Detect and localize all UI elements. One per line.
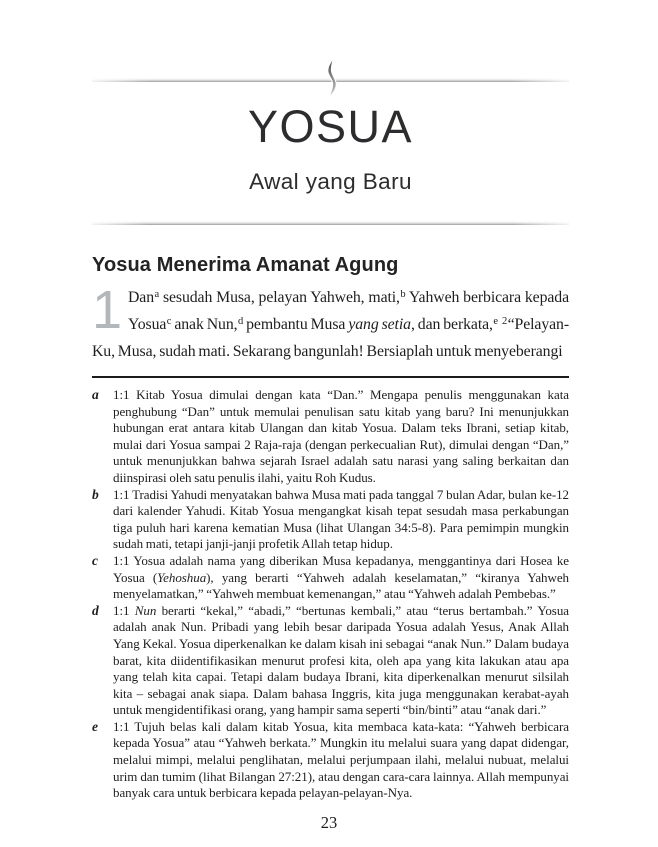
decorative-rule-bottom (92, 221, 569, 225)
footnote-letter: c (92, 552, 98, 568)
footnote-ref-c: c (166, 315, 172, 327)
footnote-b (92, 487, 569, 553)
text-segment: 1:1 (113, 602, 135, 618)
text-segment: , dan berkata, (410, 316, 493, 333)
text-segment: pembantu Musa (243, 316, 349, 333)
footnote-letter: a (92, 387, 99, 402)
italic-phrase: Nun (134, 602, 157, 618)
chapter-number-drop-cap: 1 (92, 280, 122, 340)
text-segment: Yahweh berbicara kepada Yosua (128, 289, 569, 333)
footnote-divider-rule (92, 376, 569, 378)
footnote-e (92, 719, 569, 802)
text-segment: 1:1 Tujuh belas kali dalam kitab Yosua, kita membaca kata-kata: “Yahweh berbicara kepada Yosua” atau “Yahweh berkata.” Mungkin itu melalui suara yang dapat didengar, melalui mimpi, melalui penglihatan, melalui perjumpaan ilahi, melalui nubuat, melalui urim dan tumim (lihat Bilangan 27:21), atau dengan cara-cara lainnya. Allah mempunyai banyak cara untuk berbicara kepada pelayan-pelayan-Nya. (113, 718, 569, 801)
text-segment: Dan (128, 289, 155, 306)
footnote-ref-d: d (238, 315, 244, 327)
footnote-ref-e: e (493, 315, 498, 327)
text-segment: 1:1 Yosua adalah nama yang diberikan Musa kepadanya, menggantinya dari Hosea ke Yosua ( (113, 552, 569, 585)
chapter-header (92, 56, 569, 225)
italic-phrase: Yehoshua (157, 569, 207, 585)
section-heading: Yosua Menerima Amanat Agung (92, 254, 399, 276)
book-title: YOSUA (247, 101, 414, 152)
text-segment: 1:1 Tradisi Yahudi menyatakan bahwa Musa mati pada tanggal 7 bulan Adar, bulan ke-12 dari kalender Yahudi. Kitab Yosua mengangkat kisah tepat sesudah masa perkabungan tiga puluh hari karena kematian Musa (lihat Ulangan 34:5-8). Para pemimpin mungkin sudah mati, tetapi janji-janji profetik Allah tetap hidup. (113, 486, 569, 552)
text-segment: anak Nun, (171, 316, 238, 333)
footnote-ref-a: a (154, 288, 160, 300)
footnote-text (113, 387, 569, 487)
footnote-a (92, 387, 569, 487)
footnote-letter: d (92, 602, 99, 618)
italic-phrase: yang setia (348, 316, 411, 333)
text-segment: “Pelayan-Ku, Musa, sudah mati. Sekarang bangunlah! Bersiaplah untuk menyeberangi (92, 316, 569, 360)
footnote-d (92, 603, 569, 719)
footnote-text (113, 487, 569, 553)
footnote-block (92, 376, 569, 802)
page-number: 23 (320, 813, 338, 832)
footnote-letter: e (92, 718, 98, 734)
footnote-text (113, 553, 569, 603)
text-segment: 1:1 Kitab Yosua dimulai dengan kata “Dan.” Mengapa penulis menggunakan kata penghubung “Dan” untuk memulai penulisan satu kitab yang baru? Ini menunjukkan hubungan erat antara kitab Ulangan dan kitab Yosua. Dalam teks Ibrani, setiap kitab, mulai dari Yosua sampai 2 Raja-raja (dengan perkecualian Rut), dimulai dengan “Dan,” untuk menunjukkan bahwa sejarah Israel adalah satu narasi yang saling berkaitan dan diinspirasi oleh satu penulis ilahi, yaitu Roh Kudus. (113, 387, 569, 485)
footnote-c (92, 553, 569, 603)
footnote-text (113, 603, 569, 719)
verse-number: 2 (501, 315, 508, 327)
flame-ornament-icon (320, 56, 342, 98)
footnote-letter: b (92, 486, 99, 502)
text-segment: berarti “kekal,” “abadi,” “bertunas kembali,” atau “terus bertambah.” Yosua adalah anak Nun. Pribadi yang lebih besar daripada Yosua adalah Yesus, Anak Allah Yang Kekal. Yosua diperkenalkan ke dalam kisah ini sebagai “anak Nun.” Dalam budaya barat, kita diidentifikasikan menurut profesi kita, oleh apa yang kita lakukan atau apa yang telah kita capai. Tetapi dalam budaya Ibrani, kita diperkenalkan menurut silsilah kita – sebagai anak siapa. Dalam bahasa Inggris, kita juga menggunakan kerabat-ayah untuk mengidentifikasi orang, yang hampir sama seperti “bin/binti” atau “anak dari.” (113, 602, 569, 718)
footnote-text (113, 719, 569, 802)
footnote-ref-b: b (400, 288, 406, 300)
ornament-row (92, 56, 569, 98)
footnote-list (92, 387, 569, 802)
chapter-subtitle: Awal yang Baru (249, 169, 412, 194)
text-segment: ), yang berarti “Yahweh adalah keselamatan,” “kiranya Yahweh menyelamatkan,” “Yahweh membuat kemenangan,” atau “Yahweh adalah Pembebas.” (113, 569, 569, 602)
scripture-paragraph (92, 280, 569, 365)
text-segment: sesudah Musa, pelayan Yahweh, mati, (159, 289, 400, 306)
